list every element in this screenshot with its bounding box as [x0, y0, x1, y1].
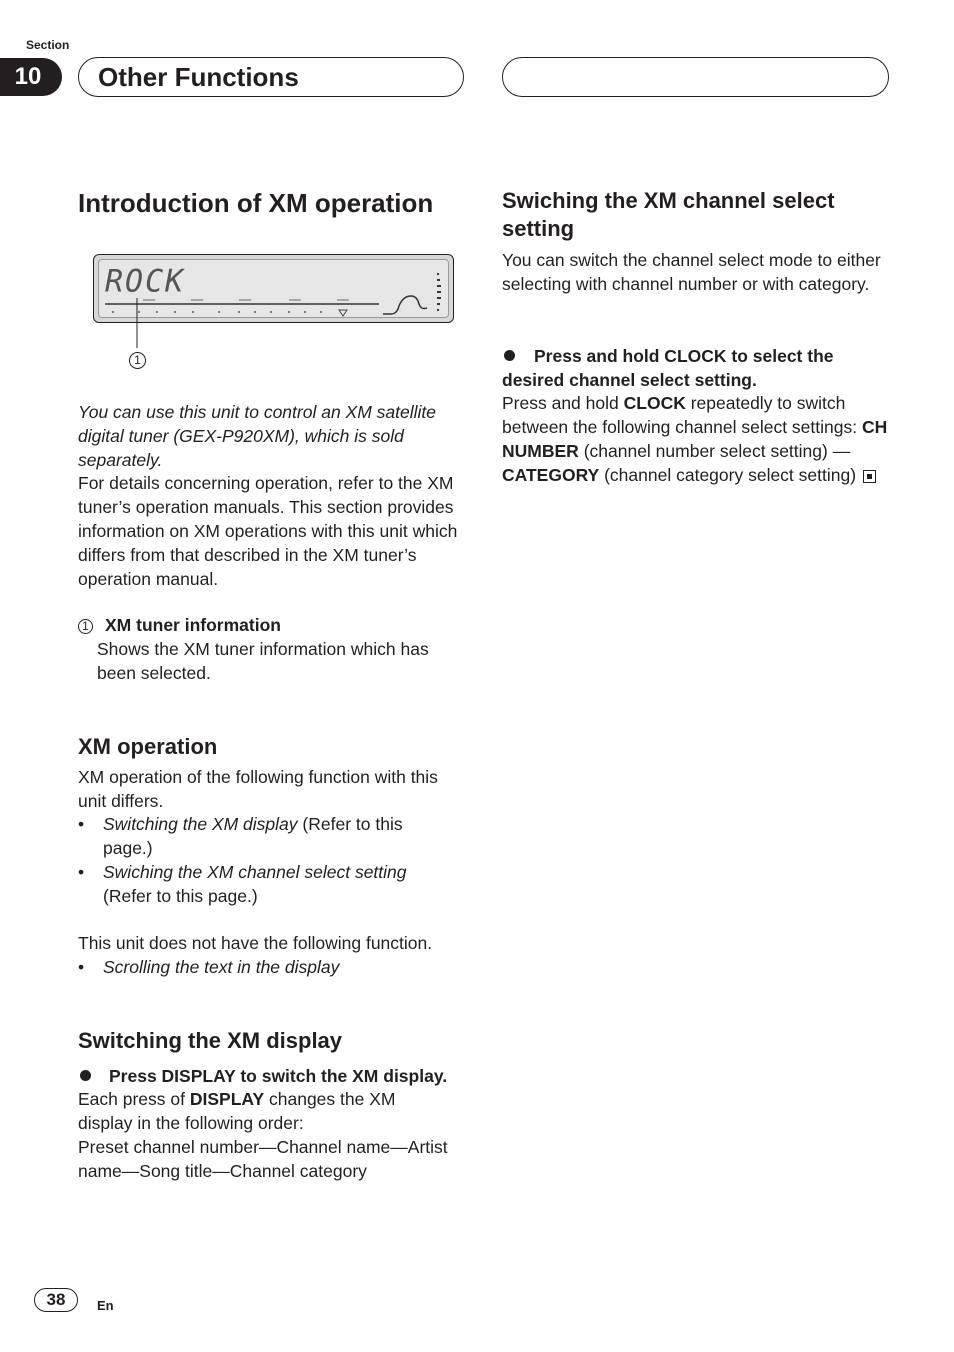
- not-have-text: This unit does not have the following function.: [78, 933, 433, 953]
- xm-operation-intro: XM operation of the following function with this unit differs.: [78, 767, 438, 811]
- body-text: Press and hold: [502, 393, 619, 413]
- bullet-1-ref: (Refer to this page.): [103, 814, 403, 858]
- legend-description: Shows the XM tuner information which has been selected.: [97, 639, 429, 683]
- section-title: Other Functions: [98, 62, 299, 92]
- bullet-item-2: [103, 860, 443, 908]
- callout-marker: [129, 351, 146, 369]
- header-blank-frame: [502, 57, 889, 97]
- language-label: En: [97, 1298, 114, 1313]
- end-of-section-icon: [863, 470, 876, 483]
- body-text: (channel number select setting): [583, 441, 828, 461]
- bullet-marker-3: •: [78, 957, 85, 977]
- intro-italic-note: You can use this unit to control an XM satellite digital tuner (GEX-P920XM), which is sold separately.: [78, 402, 436, 470]
- bullet-marker-2: •: [78, 862, 85, 882]
- channel-select-instruction: Press and hold CLOCK to select the desired channel select setting.: [502, 346, 834, 390]
- bullet-item-3: Scrolling the text in the display: [103, 957, 340, 977]
- switch-display-title: Switching the XM display: [78, 1028, 343, 1053]
- channel-select-title: Swiching the XM channel select setting: [502, 188, 835, 241]
- legend-number: 1: [78, 619, 93, 634]
- xm-operation-title: XM operation: [78, 734, 218, 759]
- callout-leader-line: [130, 296, 150, 350]
- instruction-bullet-dot: [80, 1070, 91, 1081]
- intro-title: Introduction of XM operation: [78, 188, 434, 218]
- switch-display-body: [78, 1087, 454, 1135]
- bullet-marker-1: •: [78, 814, 85, 834]
- body-text: repeatedly to switch between the following channel select settings:: [502, 393, 858, 437]
- channel-select-body: [502, 391, 890, 487]
- section-label: Section: [26, 38, 70, 52]
- display-key-label: DISPLAY: [189, 1089, 265, 1109]
- switch-display-instruction: Press DISPLAY to switch the XM display.: [109, 1066, 448, 1086]
- body-text: (channel category select setting): [604, 465, 857, 485]
- lcd-display-text: ROCK: [105, 263, 186, 300]
- intro-body: For details concerning operation, refer to the XM tuner’s operation manuals. This section provides information on XM operations with this unit which differs from that described in the XM tuner’s operation manual.: [78, 473, 458, 589]
- bullet-1-link: Switching the XM display: [103, 814, 298, 834]
- category-label: CATEGORY: [502, 465, 600, 485]
- bullet-item-1: [103, 812, 443, 860]
- ch-number-label: CH NUMBER: [502, 417, 888, 461]
- channel-select-intro: You can switch the channel select mode to either selecting with channel number or with category.: [502, 250, 881, 294]
- dash: —: [832, 441, 851, 461]
- body-text: Each press of: [78, 1089, 185, 1109]
- clock-key-label: CLOCK: [623, 393, 686, 413]
- bullet-2-ref: (Refer to this page.): [103, 886, 258, 906]
- page-number: 38: [34, 1288, 78, 1312]
- display-order: Preset channel number—Channel name—Artist name—Song title—Channel category: [78, 1137, 448, 1181]
- callout-number: 1: [129, 352, 146, 369]
- legend-title: XM tuner information: [105, 615, 281, 635]
- body-text: changes the XM display in the following order:: [78, 1089, 396, 1133]
- section-number-badge: 10: [0, 58, 62, 96]
- bullet-2-link: Swiching the XM channel select setting: [103, 862, 407, 882]
- legend-item: [78, 613, 281, 637]
- lcd-segment-graphics: [99, 260, 452, 321]
